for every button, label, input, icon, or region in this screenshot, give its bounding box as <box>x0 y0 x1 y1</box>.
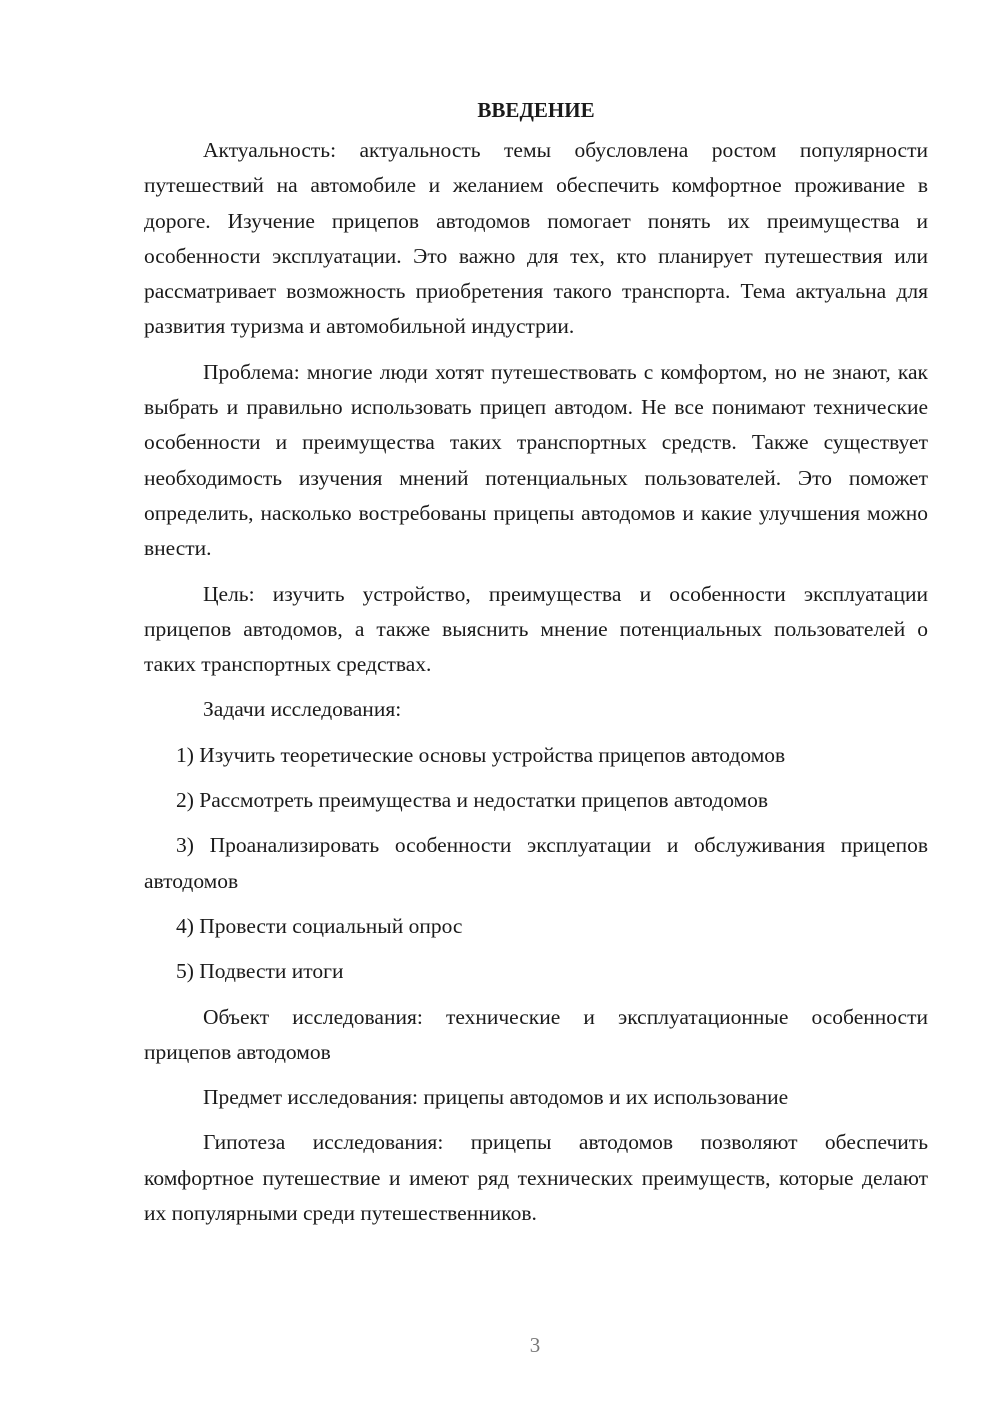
paragraph-relevance: Актуальность: актуальность темы обусловлена ростом популярности путешествий на автомобиле и желанием обеспечить комфортное проживание в дороге. Изучение прицепов автодомов помогает понять их преимущества и особенности эксплуатации. Это важно для тех, кто планирует путешествия или рассматривает возможность приобретения такого транспорта. Тема актуальна для развития туризма и автомобильной индустрии. <box>144 138 928 339</box>
paragraph-goal: Цель: изучить устройство, преимущества и особенности эксплуатации прицепов автодомов, а также выяснить мнение потенциальных пользователей о таких транспортных средствах. <box>144 581 928 677</box>
task-item-1: 1) Изучить теоретические основы устройства прицепов автодомов <box>176 742 786 767</box>
task-item-3: 3) Проанализировать особенности эксплуатации и обслуживания прицепов автодомов <box>144 833 928 893</box>
page-title: ВВЕДЕНИЕ <box>477 98 595 122</box>
task-item-2: 2) Рассмотреть преимущества и недостатки прицепов автодомов <box>176 788 769 813</box>
paragraph-hypothesis: Гипотеза исследования: прицепы автодомов позволяют обеспечить комфортное путешествие и имеют ряд технических преимуществ, которые делают их популярными среди путешественников. <box>144 1130 928 1226</box>
paragraph-subject: Предмет исследования: прицепы автодомов и их использование <box>203 1085 789 1110</box>
page-content <box>144 91 928 1241</box>
page-number: 3 <box>529 1333 541 1357</box>
task-item-4: 4) Провести социальный опрос <box>176 913 463 938</box>
paragraph-problem: Проблема: многие люди хотят путешествовать с комфортом, но не знают, как выбрать и правильно использовать прицеп автодом. Не все понимают технические особенности и преимущества таких транспортных средств. Также существует необходимость изучения мнений потенциальных пользователей. Это поможет определить, насколько востребованы прицепы автодомов и какие улучшения можно внести. <box>144 359 928 561</box>
paragraph-object: Объект исследования: технические и эксплуатационные особенности прицепов автодомов <box>144 1004 928 1064</box>
task-item-5: 5) Подвести итоги <box>176 959 344 984</box>
tasks-title: Задачи исследования: <box>203 697 402 722</box>
